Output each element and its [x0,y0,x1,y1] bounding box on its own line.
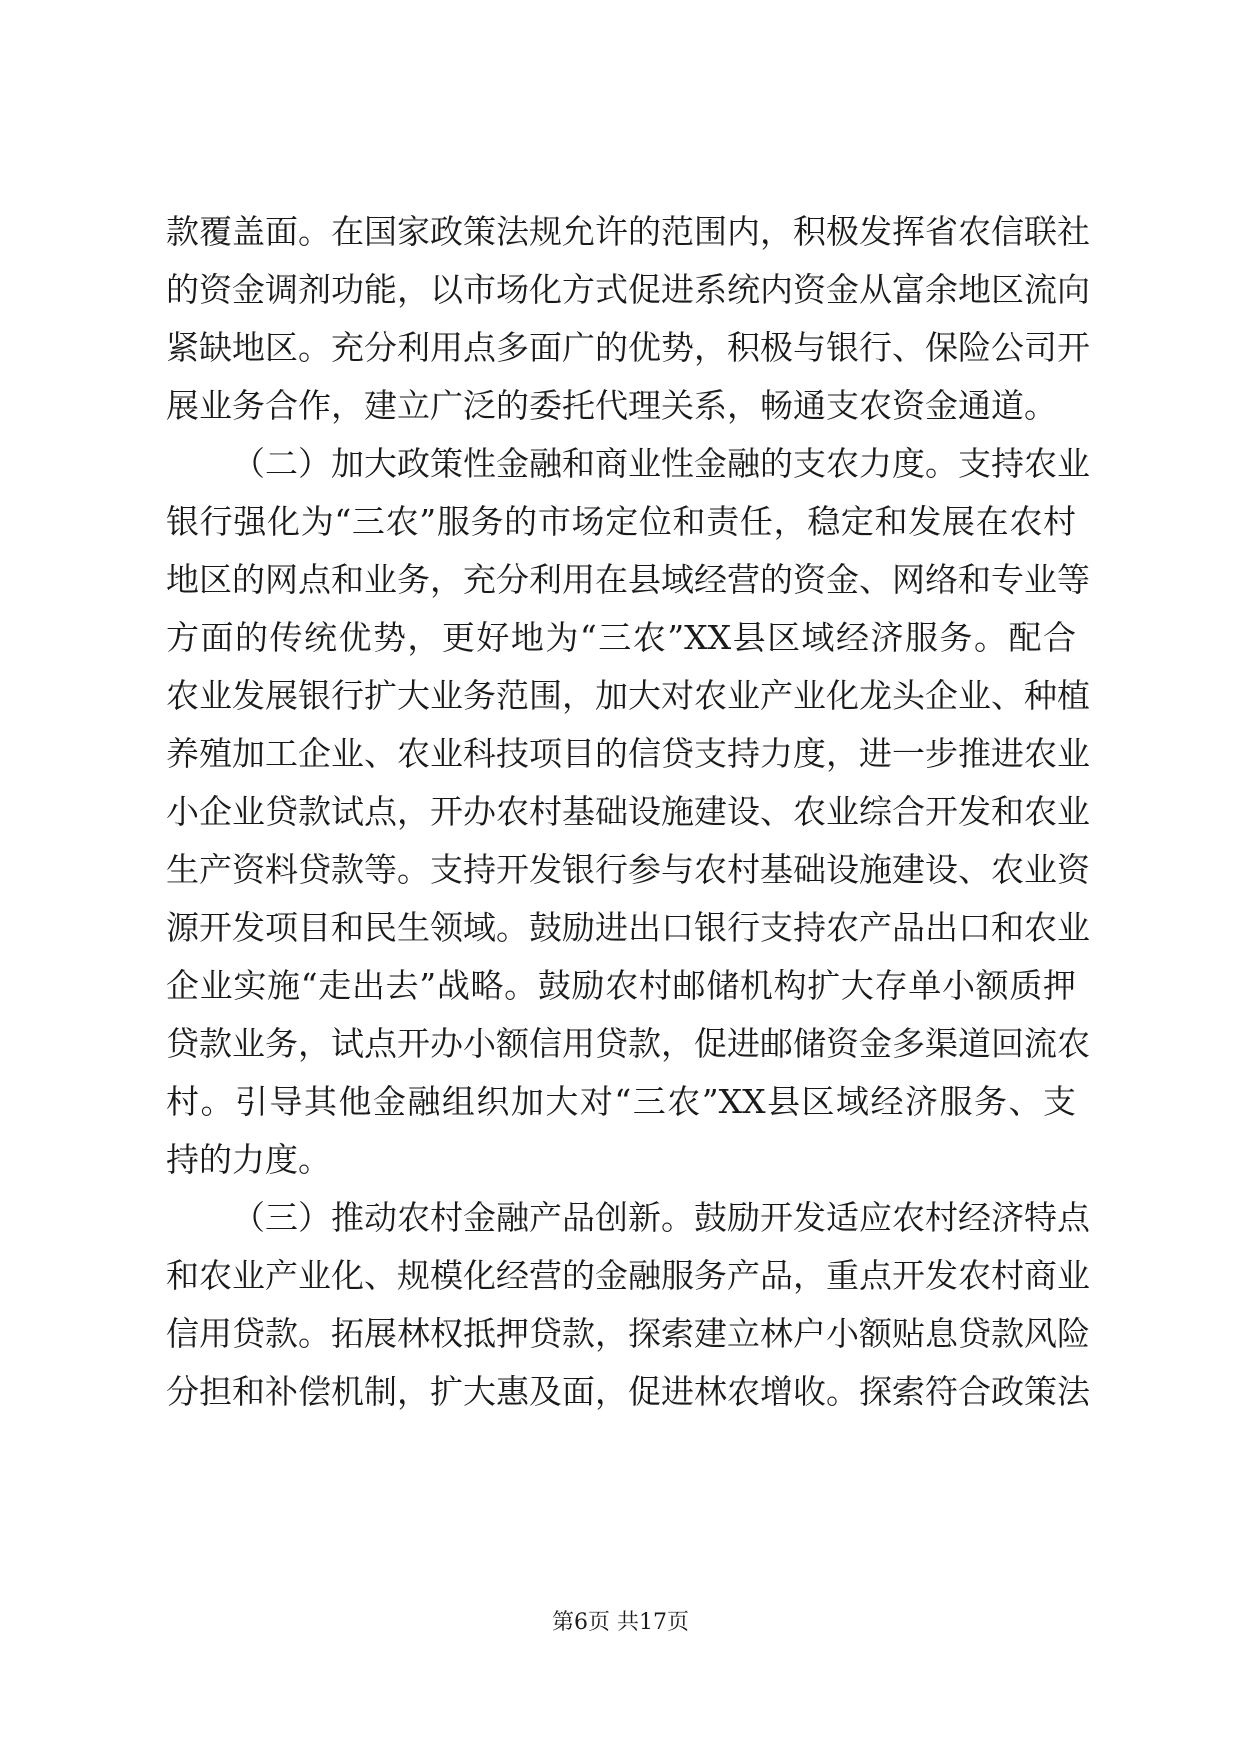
body-text-line: 源开发项目和民生领域。鼓励进出口银行支持农产品出口和农业 [166,908,1090,947]
body-text-line: 展业务合作，建立广泛的委托代理关系，畅通支农资金通道。 [166,386,1057,425]
body-text-line: 紧缺地区。充分利用点多面广的优势，积极与银行、保险公司开 [166,328,1090,367]
paragraph-heading-line: （二）加大政策性金融和商业性金融的支农力度。支持农业 [232,444,1090,483]
body-text-line: 方面的传统优势，更好地为“三农”XX县区域经济服务。配合 [166,618,1076,657]
body-text-line: 和农业产业化、规模化经营的金融服务产品，重点开发农村商业 [166,1256,1090,1295]
paragraph-heading-line: （三）推动农村金融产品创新。鼓励开发适应农村经济特点 [232,1198,1090,1237]
body-text-line: 村。引导其他金融组织加大对“三农”XX县区域经济服务、支 [166,1082,1076,1121]
body-text-line: 企业实施“走出去”战略。鼓励农村邮储机构扩大存单小额质押 [166,966,1076,1005]
body-text-line: 地区的网点和业务，充分利用在县域经营的资金、网络和专业等 [166,560,1090,599]
body-text-line: 小企业贷款试点，开办农村基础设施建设、农业综合开发和农业 [166,792,1090,831]
body-text-line: 生产资料贷款等。支持开发银行参与农村基础设施建设、农业资 [166,850,1090,889]
body-text-line: 款覆盖面。在国家政策法规允许的范围内，积极发挥省农信联社 [166,212,1090,251]
body-text-line: 农业发展银行扩大业务范围，加大对农业产业化龙头企业、种植 [166,676,1090,715]
body-text-line: 信用贷款。拓展林权抵押贷款，探索建立林户小额贴息贷款风险 [166,1314,1090,1353]
page-number-footer: 第6页 共17页 [552,1610,689,1635]
body-text-line: 的资金调剂功能，以市场化方式促进系统内资金从富余地区流向 [166,270,1090,309]
body-text-line: 贷款业务，试点开办小额信用贷款，促进邮储资金多渠道回流农 [166,1024,1090,1063]
body-text-line: 银行强化为“三农”服务的市场定位和责任，稳定和发展在农村 [166,502,1076,541]
body-text-line: 分担和补偿机制，扩大惠及面，促进林农增收。探索符合政策法 [166,1372,1090,1411]
body-text-line: 持的力度。 [166,1140,331,1179]
body-text-line: 养殖加工企业、农业科技项目的信贷支持力度，进一步推进农业 [166,734,1090,773]
